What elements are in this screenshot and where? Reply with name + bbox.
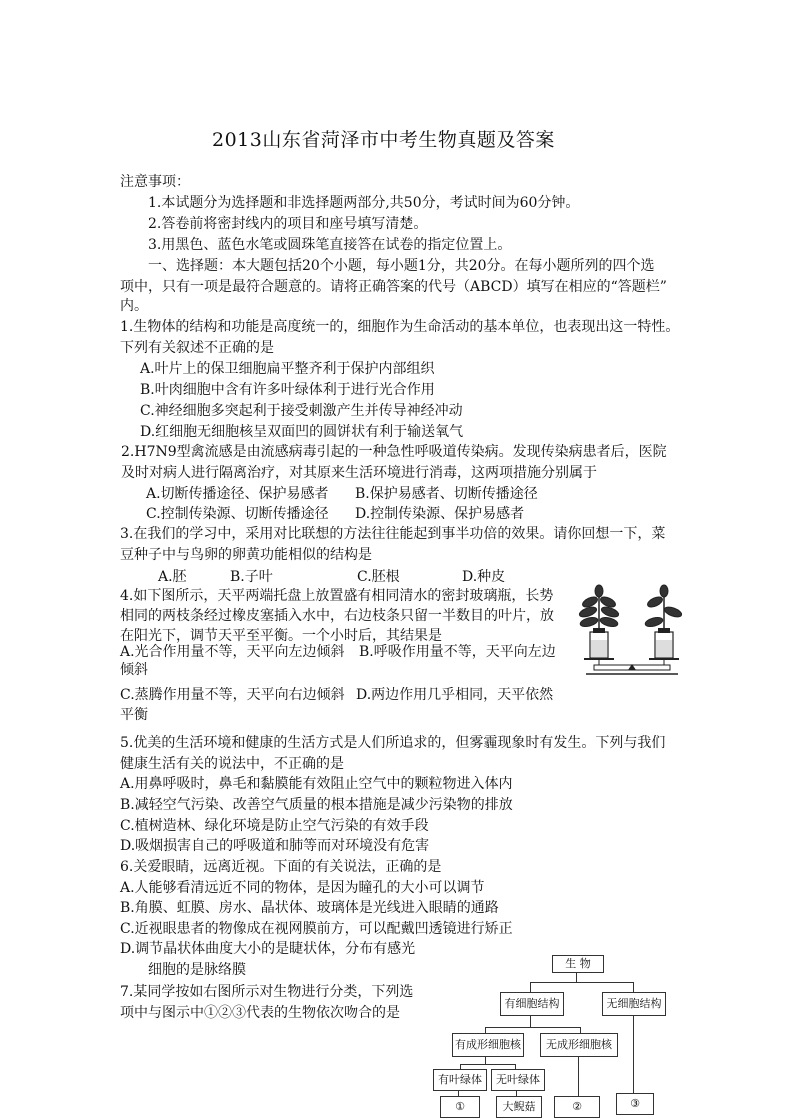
option: C.植树造林、绿化环境是防止空气污染的有效手段 (120, 818, 429, 834)
section-intro: 内。 (120, 298, 148, 314)
note-item: 2.答卷前将密封线内的项目和座号填写清楚。 (148, 216, 428, 232)
section-intro: 一、选择题：本大题包括20个小题，每小题1分，共20分。在每小题所列的四个选 (148, 258, 655, 274)
option: 平衡 (120, 707, 148, 723)
question-stem: 3.在我们的学习中，采用对比联想的方法往往能起到事半功倍的效果。请你回想一下，菜 (120, 526, 666, 542)
question-stem: 相同的两枝条经过橡皮塞插入水中，右边枝条只留一半数目的叶片，放 (120, 608, 554, 624)
question-stem: 2.H7N9型禽流感是由流感病毒引起的一种急性呼吸道传染病。发现传染病患者后，医院 (121, 444, 667, 460)
tree-leaf-2: ② (554, 1096, 600, 1118)
page-title: 2013山东省菏泽市中考生物真题及答案 (212, 129, 555, 151)
question-stem: 5.优美的生活环境和健康的生活方式是人们所追求的，但雾霾现象时有发生。下列与我们 (120, 735, 666, 751)
option: 细胞的是脉络膜 (148, 962, 246, 978)
option: B.保护易感者、切断传播途径 (355, 486, 538, 502)
tree-leaf-3: ③ (616, 1093, 654, 1115)
tree-nucleated: 有成形细胞核 (452, 1033, 524, 1057)
option: D.调节晶状体曲度大小的是睫状体，分布有感光 (120, 941, 416, 957)
option: D.控制传染源、保护易感者 (355, 506, 525, 522)
option: C.蒸腾作用量不等，天平向右边倾斜 (120, 687, 345, 703)
option: C.近视眼患者的物像成在视网膜前方，可以配戴凹透镜进行矫正 (120, 921, 513, 937)
option: D.红细胞无细胞核呈双面凹的圆饼状有利于输送氧气 (140, 424, 464, 440)
tree-non-nucleated: 无成形细胞核 (540, 1033, 618, 1057)
question-stem: 在阳光下，调节天平至平衡。一个小时后，其结果是 (120, 628, 442, 644)
tree-chloroplast: 有叶绿体 (433, 1069, 487, 1091)
option: C.神经细胞多突起利于接受刺激产生并传导神经冲动 (140, 403, 463, 419)
tree-leaf-1: ① (440, 1096, 480, 1118)
section-intro: 项中，只有一项是最符合题意的。请将正确答案的代号（ABCD）填写在相应的“答题栏” (120, 279, 667, 295)
option: B.呼吸作用量不等，天平向左边 (359, 644, 556, 660)
option: A.胚 (158, 569, 187, 585)
option: A.叶片上的保卫细胞扁平整齐利于保护内部组织 (140, 361, 435, 377)
question-stem: 及时对病人进行隔离治疗，对其原来生活环境进行消毒，这两项措施分别属于 (121, 465, 597, 481)
option: D.吸烟损害自己的呼吸道和肺等而对环境没有危害 (120, 838, 430, 854)
question-stem: 6.关爱眼睛，远离近视。下面的有关说法，正确的是 (120, 859, 442, 875)
notes-heading: 注意事项： (120, 174, 190, 190)
question-stem: 健康生活有关的说法中，不正确的是 (120, 756, 344, 772)
question-stem: 7.某同学按如右图所示对生物进行分类，下列选 (120, 984, 414, 1000)
option: D.种皮 (462, 569, 506, 585)
option: C.胚根 (357, 569, 400, 585)
tree-no-chloroplast: 无叶绿体 (491, 1069, 545, 1091)
question-stem: 4.如下图所示，天平两端托盘上放置盛有相同清水的密封玻璃瓶，长势 (120, 588, 554, 604)
right-plant (644, 585, 683, 630)
note-item: 1.本试题分为选择题和非选择题两部分,共50分，考试时间为60分钟。 (148, 195, 580, 211)
option: B.角膜、虹膜、房水、晶状体、玻璃体是光线进入眼睛的通路 (120, 900, 499, 916)
option: A.切断传播途径、保护易感者 (146, 486, 329, 502)
tree-cellular: 有细胞结构 (500, 992, 564, 1016)
tree-root: 生 物 (552, 955, 604, 973)
option: B.叶肉细胞中含有许多叶绿体利于进行光合作用 (140, 382, 435, 398)
question-stem: 1.生物体的结构和功能是高度统一的，细胞作为生命活动的基本单位，也表现出这一特性。 (120, 319, 680, 335)
option: B.子叶 (230, 569, 273, 585)
note-item: 3.用黑色、蓝色水笔或圆珠笔直接答在试卷的指定位置上。 (148, 237, 512, 253)
left-plant (578, 585, 620, 630)
tree-leaf-mushroom: 大鲵菇 (496, 1096, 542, 1118)
option: B.减轻空气污染、改善空气质量的根本措施是减少污染物的排放 (120, 797, 513, 813)
option: C.控制传染源、切断传播途径 (146, 506, 329, 522)
option: A.用鼻呼吸时，鼻毛和黏膜能有效阻止空气中的颗粒物进入体内 (120, 776, 513, 792)
question-stem: 下列有关叙述不正确的是 (120, 340, 274, 356)
option: 倾斜 (120, 662, 148, 678)
option: D.两边作用几乎相同，天平依然 (356, 687, 554, 703)
tree-acellular: 无细胞结构 (602, 992, 666, 1016)
question-stem: 豆种子中与鸟卵的卵黄功能相似的结构是 (120, 547, 372, 563)
option: A.光合作用量不等，天平向左边倾斜 (120, 644, 345, 660)
classification-diagram (430, 955, 690, 1119)
question-stem: 项中与图示中①②③代表的生物依次吻合的是 (120, 1005, 400, 1021)
balance-figure (566, 580, 696, 680)
option: A.人能够看清远近不同的物体，是因为瞳孔的大小可以调节 (120, 880, 485, 896)
